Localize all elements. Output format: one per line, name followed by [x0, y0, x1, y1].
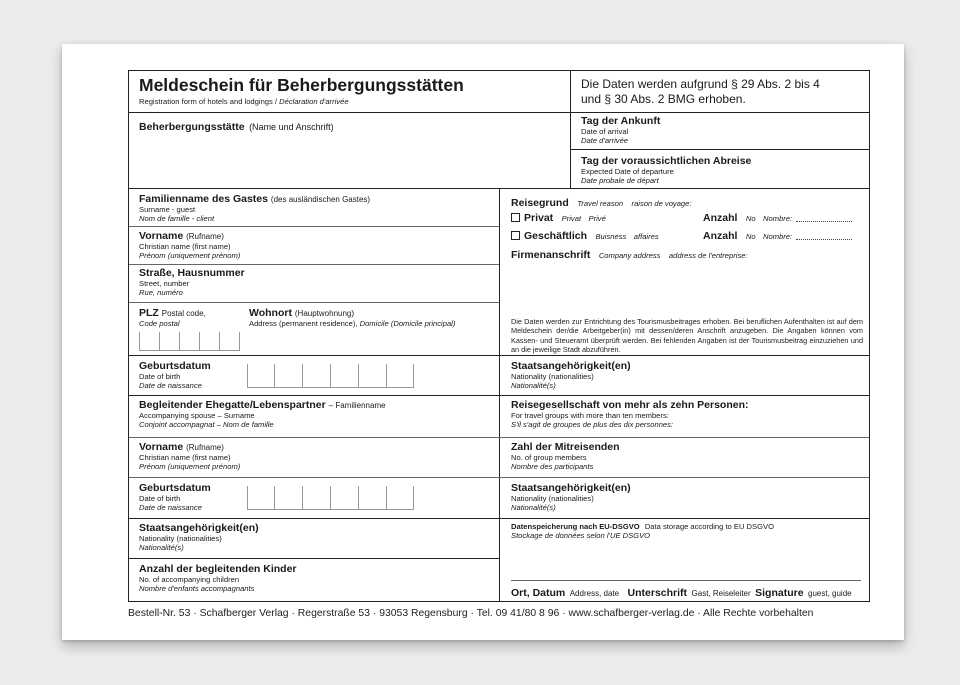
legal-line-2: und § 30 Abs. 2 BMG erhoben. [581, 92, 746, 106]
spouse-nationality-label: Staatsangehörigkeit(en) [139, 522, 259, 534]
spouse-birth-field[interactable] [139, 482, 211, 513]
group-members-en: No. of group members [511, 453, 587, 462]
guest-birth-fr: Date de naissance [139, 381, 202, 391]
group-nationality-en: Nationality (nationalities) [511, 494, 594, 503]
tourism-tax-note: Die Daten werden zur Entrichtung des Tourismusbeitrages erhoben. Bei beruflichen Aufenthalten ist auf dem Meldeschein der/die Arbeitgeber(in) mit dessen/deren Anschrift anzugeben. Die Angaben können vom Kassen- und Steueramt überprüft werden. Bei fehlenden Angaben ist der Tourismusbeitrag einzuziehen und an die jeweilige Stadt abzuführen. [511, 317, 863, 355]
spouse-birth-fr: Date de naissance [139, 503, 202, 513]
private-label: Privat [524, 212, 554, 224]
guest-residence-label: Wohnort [249, 307, 292, 319]
gdpr-en: Data storage according to EU DSGVO [644, 522, 774, 531]
company-address-en: Company address [598, 251, 661, 260]
guest-zip-fr: Code postal [139, 319, 180, 328]
group-nationality-field[interactable] [511, 482, 631, 513]
spouse-firstname-en: Christian name (first name) [139, 453, 231, 462]
group-members-label: Zahl der Mitreisenden [511, 441, 620, 453]
guest-street-en: Street, number [139, 279, 190, 288]
private-fr: Privé [588, 214, 606, 223]
guest-birth-en: Date of birth [139, 372, 181, 381]
departure-en: Expected Date of departure [581, 167, 674, 176]
private-en: Privat [561, 214, 582, 223]
form-subtitle-en: Registration form of hotels and lodgings / [139, 97, 280, 106]
publisher-footer: Bestell-Nr. 53 · Schafberger Verlag · Regerstraße 53 · 93053 Regensburg · Tel. 09 41/80 8 96 · www.schafberger-verlag.de · Alle Rechte vorbehalten [128, 608, 814, 619]
business-count-en: No [745, 232, 756, 241]
guest-street-field[interactable] [139, 267, 245, 298]
travel-nationality-label: Staatsangehörigkeit(en) [511, 360, 631, 372]
business-count-field[interactable] [703, 226, 852, 244]
guest-residence-en: Address (permanent residence), [249, 319, 360, 328]
group-members-fr: Nombre des participants [511, 462, 594, 472]
gdpr-fr: Stockage de données selon l'UE DSGVO [511, 531, 651, 541]
spouse-birth-en: Date of birth [139, 494, 181, 503]
spouse-nationality-en: Nationality (nationalities) [139, 534, 222, 543]
group-nationality-fr: Nationalité(s) [511, 503, 556, 513]
zip-boxes[interactable] [139, 332, 240, 351]
business-count-fr: Nombre: [763, 232, 793, 241]
legal-line-1: Die Daten werden aufgrund § 29 Abs. 2 bis 4 [581, 77, 820, 91]
spouse-firstname-label: Vorname [139, 441, 184, 453]
place-date-label: Ort, Datum [511, 587, 566, 599]
private-count-fr: Nombre: [763, 214, 793, 223]
business-fr: affaires [633, 232, 659, 241]
business-label: Geschäftlich [524, 230, 588, 242]
guest-street-label: Straße, Hausnummer [139, 267, 245, 279]
spouse-nationality-fr: Nationalité(s) [139, 543, 184, 553]
guest-surname-field[interactable] [139, 193, 370, 224]
guest-zip-label: PLZ [139, 307, 159, 319]
private-count-en: No [745, 214, 756, 223]
spouse-firstname-fr: Prénom (uniquement prénom) [139, 462, 241, 472]
children-count-label: Anzahl der begleitenden Kinder [139, 563, 297, 575]
children-count-en: No. of accompanying children [139, 575, 240, 584]
departure-label: Tag der voraussichtlichen Abreise [581, 155, 752, 167]
establishment-label: Beherbergungsstätte [139, 121, 245, 133]
spouse-surname-en: Accompanying spouse – Surname [139, 411, 255, 420]
private-checkbox[interactable] [511, 208, 606, 226]
spouse-nationality-field[interactable] [139, 522, 259, 553]
children-count-fr: Nombre d'enfants accompagnants [139, 584, 255, 594]
travel-reason-fr: raison de voyage: [631, 199, 692, 208]
form-title: Meldeschein für Beherbergungsstätten [139, 75, 464, 95]
travel-nationality-fr: Nationalité(s) [511, 381, 556, 391]
travel-group-field[interactable] [511, 399, 749, 430]
travel-group-label: Reisegesellschaft von mehr als zehn Personen: [511, 399, 749, 411]
private-checkbox-box[interactable] [511, 213, 520, 222]
arrival-en: Date of arrival [581, 127, 629, 136]
guest-birth-boxes[interactable] [247, 364, 414, 388]
private-count-field[interactable] [703, 208, 852, 226]
guest-birth-field[interactable] [139, 360, 211, 391]
spouse-birth-label: Geburtsdatum [139, 482, 211, 494]
business-checkbox[interactable] [511, 226, 659, 244]
guest-residence-fr: Domicile (Domicile principal) [359, 319, 456, 328]
guest-surname-suffix: (des ausländischen Gastes) [270, 195, 371, 204]
guest-zip-field[interactable] [139, 307, 206, 328]
arrival-label: Tag der Ankunft [581, 115, 661, 127]
company-address-field[interactable] [511, 245, 748, 263]
gdpr-notice [511, 522, 774, 541]
business-checkbox-box[interactable] [511, 231, 520, 240]
travel-reason-label: Reisegrund [511, 197, 569, 209]
spouse-surname-field[interactable] [139, 399, 386, 430]
guest-firstname-suffix: (Rufname) [186, 232, 224, 241]
guest-zip-suffix: Postal code, [161, 309, 206, 318]
establishment-field[interactable] [139, 117, 334, 135]
company-address-label: Firmenanschrift [511, 249, 591, 261]
spouse-surname-suffix: – Familienname [328, 401, 386, 410]
guest-residence-suffix: (Hauptwohnung) [294, 309, 355, 318]
form-title-block [139, 75, 464, 106]
legal-basis [581, 77, 820, 107]
place-date-en: Address, date [569, 589, 620, 598]
departure-fr: Date probale de départ [581, 176, 659, 186]
guest-birth-label: Geburtsdatum [139, 360, 211, 372]
signature-label: Unterschrift [627, 587, 688, 599]
form-subtitle-fr: Déclaration d'arrivée [279, 97, 349, 106]
spouse-surname-label: Begleitender Ehegatte/Lebenspartner [139, 399, 326, 411]
travel-nationality-field[interactable] [511, 360, 631, 391]
spouse-firstname-field[interactable] [139, 441, 240, 472]
gdpr-label: Datenspeicherung nach EU-DSGVO [511, 522, 640, 531]
signature-en-label: Signature [755, 587, 804, 599]
guest-firstname-field[interactable] [139, 230, 240, 261]
arrival-fr: Date d'arrivée [581, 136, 629, 146]
guest-firstname-en: Christian name (first name) [139, 242, 231, 251]
company-address-fr: address de l'entreprise: [668, 251, 748, 260]
guest-surname-en: Surname - guest [139, 205, 196, 214]
spouse-firstname-suffix: (Rufname) [186, 443, 224, 452]
guest-surname-label: Familienname des Gastes [139, 193, 268, 205]
guest-street-fr: Rue, numéro [139, 288, 183, 298]
group-nationality-label: Staatsangehörigkeit(en) [511, 482, 631, 494]
guest-firstname-label: Vorname [139, 230, 184, 242]
travel-nationality-en: Nationality (nationalities) [511, 372, 594, 381]
establishment-suffix: (Name und Anschrift) [249, 122, 334, 132]
signature-role: Gast, Reiseleiter [691, 589, 751, 598]
children-count-field[interactable] [139, 563, 297, 594]
guest-residence-field[interactable] [249, 307, 455, 328]
spouse-surname-fr: Conjoint accompagnat – Nom de famille [139, 420, 274, 430]
arrival-field[interactable] [581, 115, 660, 146]
travel-group-en: For travel groups with more than ten members: [511, 411, 669, 420]
business-count-label: Anzahl [703, 230, 738, 242]
signature-field[interactable] [511, 583, 852, 601]
guest-surname-fr: Nom de famille - client [139, 214, 215, 224]
travel-group-fr: S'il s'agit de groupes de plus des dix personnes: [511, 420, 674, 430]
registration-form [128, 70, 870, 602]
business-en: Buisness [595, 232, 627, 241]
guest-firstname-fr: Prénom (uniquement prénom) [139, 251, 241, 261]
signature-en-role: guest, guide [808, 589, 852, 598]
group-members-field[interactable] [511, 441, 620, 472]
spouse-birth-boxes[interactable] [247, 486, 414, 510]
departure-field[interactable] [581, 155, 751, 186]
private-count-label: Anzahl [703, 212, 738, 224]
travel-reason-en: Travel reason [577, 199, 624, 208]
